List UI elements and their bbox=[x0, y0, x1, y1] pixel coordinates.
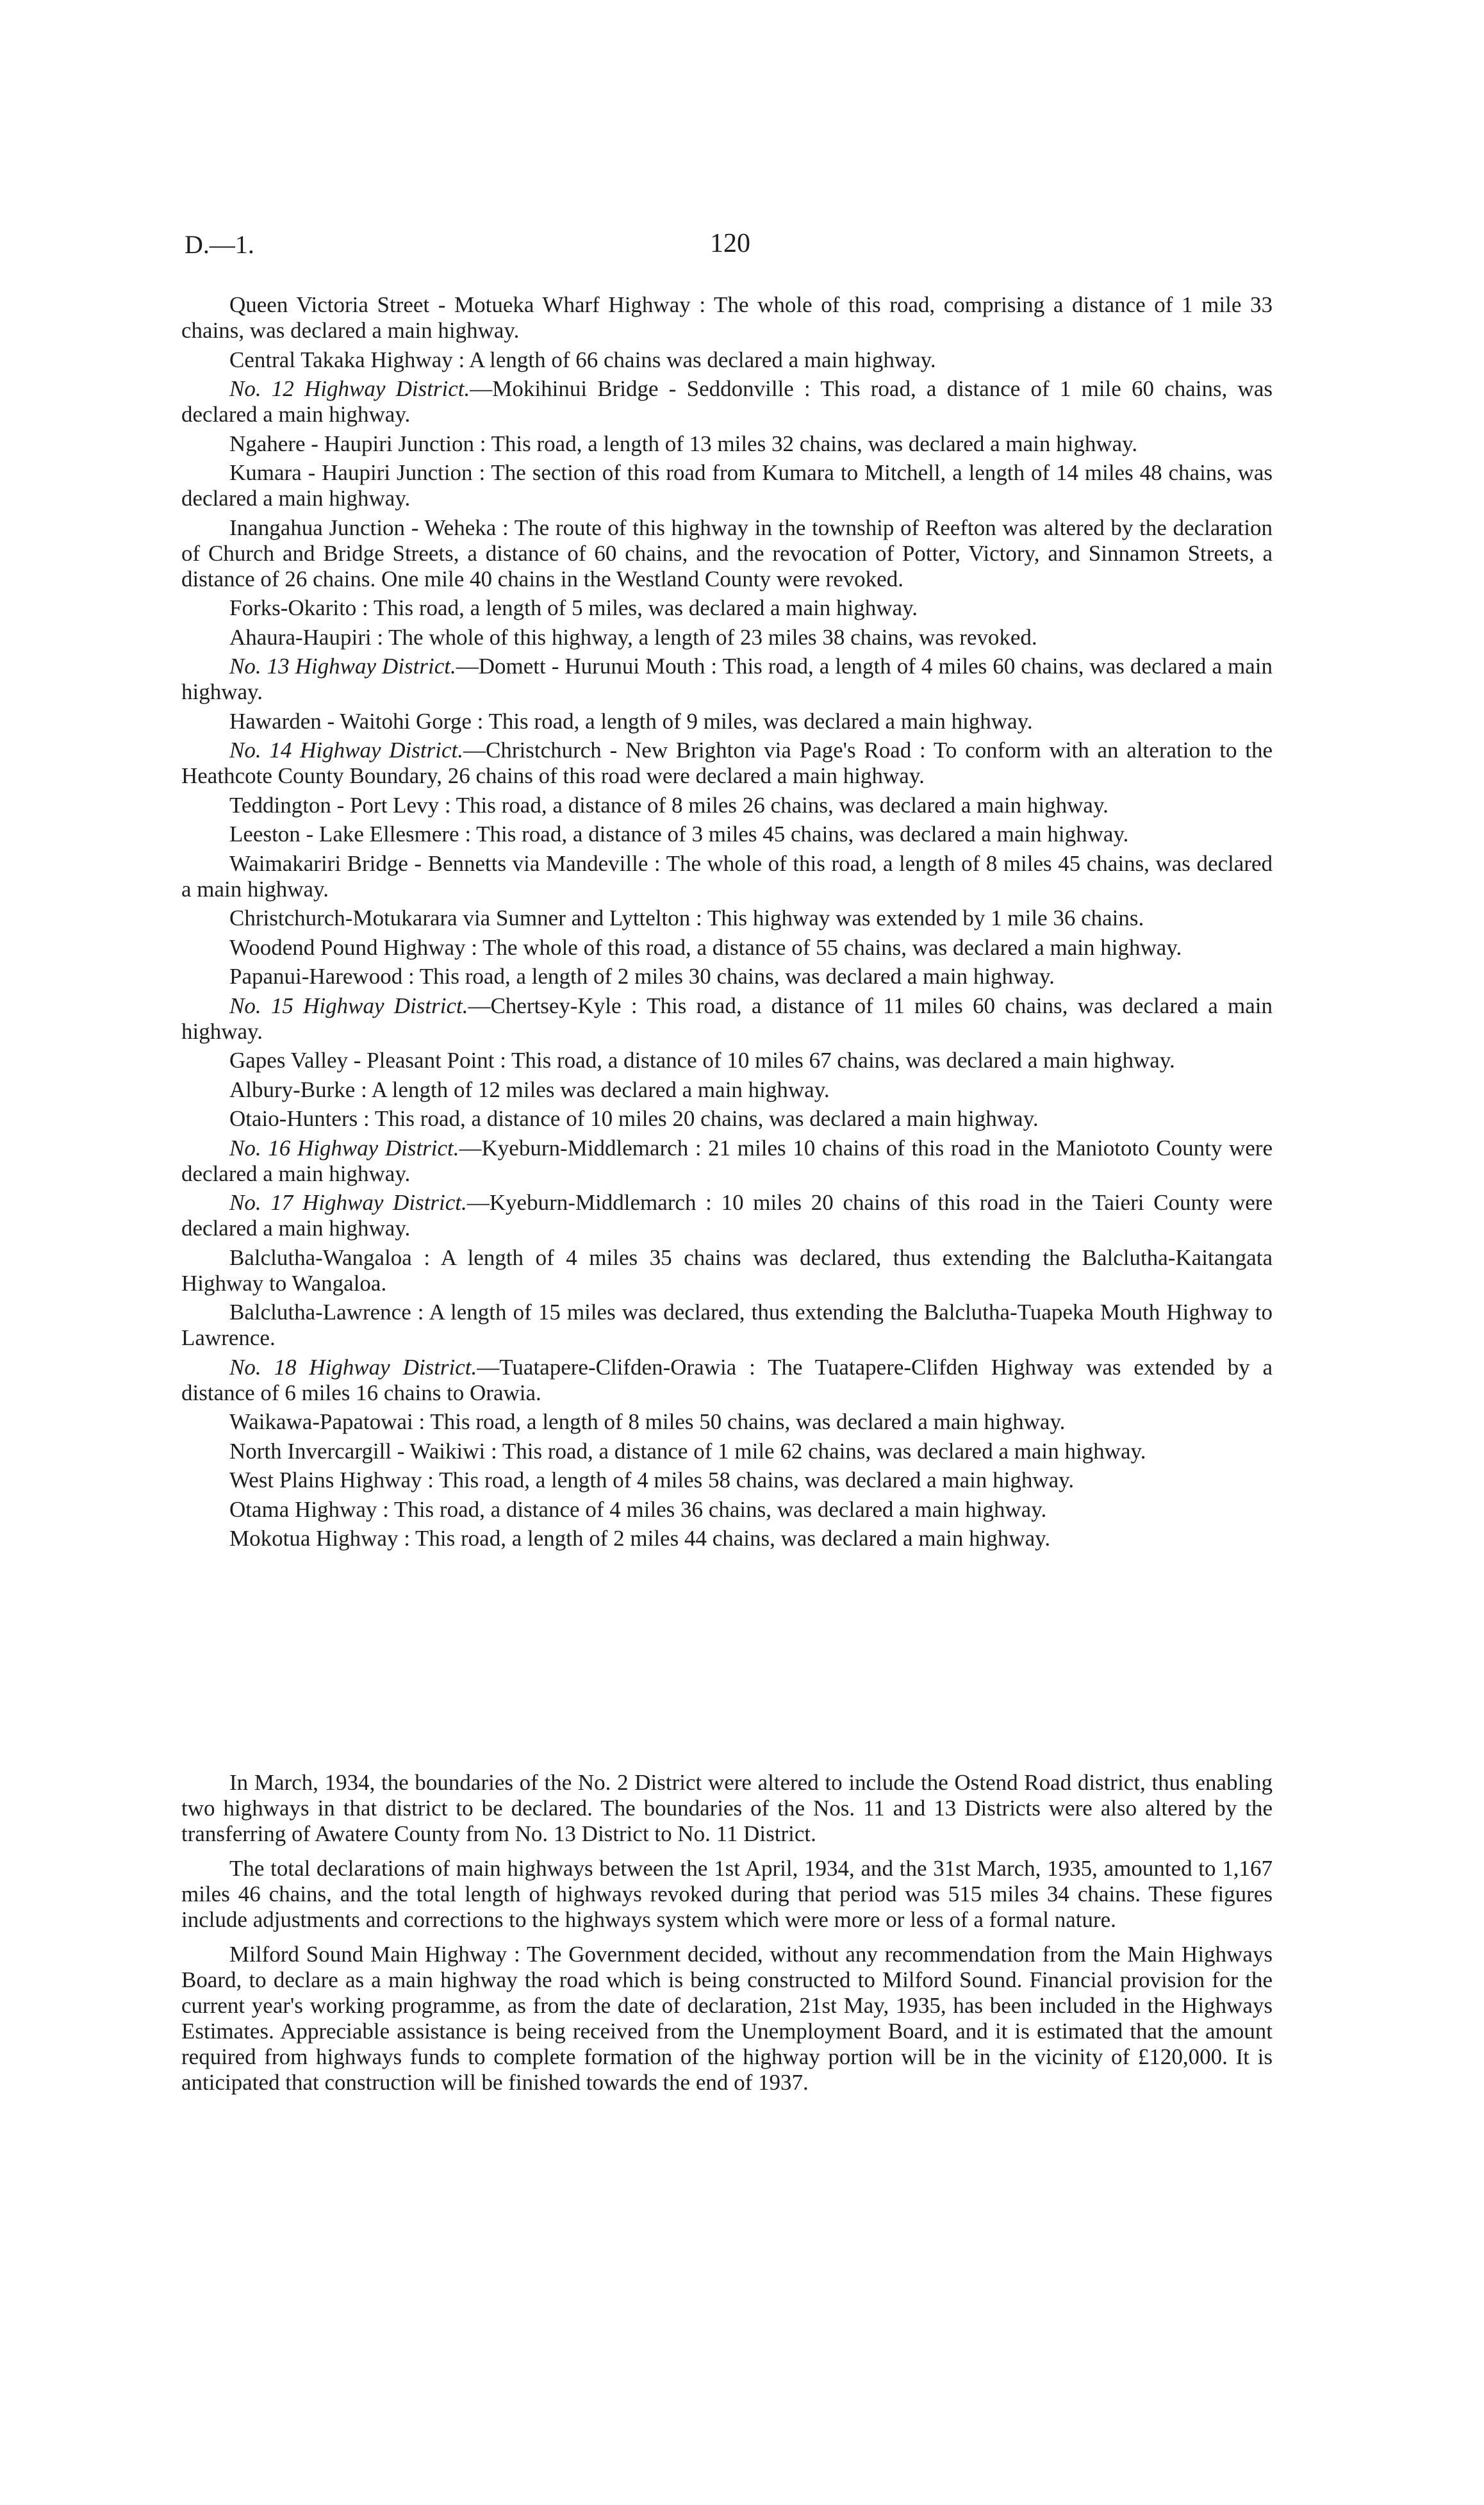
entry: Queen Victoria Street - Motueka Wharf Highway : The whole of this road, comprising a distance of 1 mile 33 chains, was declared a main highway. bbox=[181, 292, 1273, 343]
entry: Ngahere - Haupiri Junction : This road, a length of 13 miles 32 chains, was declared a main highway. bbox=[229, 431, 1138, 456]
entry: West Plains Highway : This road, a length of 4 miles 58 chains, was declared a main highway. bbox=[229, 1467, 1075, 1492]
entry: Leeston - Lake Ellesmere : This road, a distance of 3 miles 45 chains, was declared a main highway. bbox=[229, 822, 1129, 847]
entry: Hawarden - Waitohi Gorge : This road, a length of 9 miles, was declared a main highway. bbox=[229, 708, 1033, 734]
entry: Central Takaka Highway : A length of 66 chains was declared a main highway. bbox=[229, 347, 936, 372]
entry: Balclutha-Lawrence : A length of 15 miles was declared, thus extending the Balclutha-Tuapeka Mouth Highway to Lawrence. bbox=[181, 1300, 1273, 1350]
entry: No. 18 Highway District.—Tuatapere-Clifden-Orawia : The Tuatapere-Clifden Highway was extended by a distance of 6 miles 16 chains to Orawia. bbox=[181, 1354, 1273, 1405]
entry: Papanui-Harewood : This road, a length of 2 miles 30 chains, was declared a main highway. bbox=[229, 964, 1055, 989]
entry: Kumara - Haupiri Junction : The section of this road from Kumara to Mitchell, a length of 14 miles 48 chains, was declared a main highway. bbox=[181, 460, 1273, 511]
entry: Christchurch-Motukarara via Sumner and Lyttelton : This highway was extended by 1 mile 36 chains. bbox=[229, 905, 1144, 930]
entry: No. 15 Highway District.—Chertsey-Kyle : This road, a distance of 11 miles 60 chains, was declared a main highway. bbox=[181, 993, 1273, 1044]
summary-paragraphs bbox=[181, 1770, 1273, 2104]
entry: Waimakariri Bridge - Bennetts via Mandeville : The whole of this road, a length of 8 miles 45 chains, was declared a main highway. bbox=[181, 850, 1273, 902]
entry: No. 13 Highway District.—Domett - Hurunui Mouth : This road, a length of 4 miles 60 chains, was declared a main highway. bbox=[181, 654, 1273, 704]
entry: No. 16 Highway District.—Kyeburn-Middlemarch : 21 miles 10 chains of this road in the Maniototo County were declared a main highway. bbox=[181, 1135, 1273, 1186]
entry: Ahaura-Haupiri : The whole of this highway, a length of 23 miles 38 chains, was revoked. bbox=[229, 624, 1037, 650]
entry: Otaio-Hunters : This road, a distance of 10 miles 20 chains, was declared a main highway. bbox=[229, 1106, 1039, 1131]
entry: Albury-Burke : A length of 12 miles was declared a main highway. bbox=[229, 1077, 830, 1102]
paragraph: Milford Sound Main Highway : The Government decided, without any recommendation from the Main Highways Board, to declare as a main highway the road which is being constructed to Milford Sound. Financial provision for the current year's working programme, as from the date of declaration, 21st May, 1935, has been included in the Highways Estimates. Appreciable assistance is being received from the Unemployment Board, and it is estimated that the amount required from highways funds to complete formation of the highway portion will be in the vicinity of £120,000. It is anticipated that construction will be finished towards the end of 1937. bbox=[181, 1942, 1273, 2095]
entry: Teddington - Port Levy : This road, a distance of 8 miles 26 chains, was declared a main highway. bbox=[229, 792, 1109, 818]
entry: Gapes Valley - Pleasant Point : This road, a distance of 10 miles 67 chains, was declared a main highway. bbox=[229, 1048, 1175, 1073]
entry: No. 17 Highway District.—Kyeburn-Middlemarch : 10 miles 20 chains of this road in the Taieri County were declared a main highway. bbox=[181, 1190, 1273, 1241]
entry: Balclutha-Wangaloa : A length of 4 miles 35 chains was declared, thus extending the Balclutha-Kaitangata Highway to Wangaloa. bbox=[181, 1244, 1273, 1296]
entry: No. 12 Highway District.—Mokihinui Bridge - Seddonville : This road, a distance of 1 mile 60 chains, was declared a main highway. bbox=[181, 376, 1273, 427]
entry: Waikawa-Papatowai : This road, a length of 8 miles 50 chains, was declared a main highway. bbox=[229, 1409, 1066, 1434]
entry: North Invercargill - Waikiwi : This road, a distance of 1 mile 62 chains, was declared a main highway. bbox=[229, 1438, 1146, 1464]
entry: Mokotua Highway : This road, a length of 2 miles 44 chains, was declared a main highway. bbox=[229, 1526, 1051, 1551]
highway-entries bbox=[181, 292, 1273, 1555]
paragraph: The total declarations of main highways between the 1st April, 1934, and the 31st March, 1935, amounted to 1,167 miles 46 chains, and the total length of highways revoked during that period was 515 miles 34 chains. These figures include adjustments and corrections to the highways system which were more or less of a formal nature. bbox=[181, 1856, 1273, 1932]
entry: Inangahua Junction - Weheka : The route of this highway in the township of Reefton was altered by the declaration of Church and Bridge Streets, a distance of 60 chains, and the revocation of Potter, Victory, and Sinnamon Streets, a distance of 26 chains. One mile 40 chains in the Westland County were revoked. bbox=[181, 515, 1273, 591]
paragraph: In March, 1934, the boundaries of the No. 2 District were altered to include the Ostend Road district, thus enabling two highways in that district to be declared. The boundaries of the Nos. 11 and 13 Districts were also altered by the transferring of Awatere County from No. 13 District to No. 11 District. bbox=[181, 1770, 1273, 1846]
document-code: D.—1. bbox=[185, 230, 254, 259]
entry: No. 14 Highway District.—Christchurch - New Brighton via Page's Road : To conform with an alteration to the Heathcote County Boundary, 26 chains of this road were declared a main highway. bbox=[181, 738, 1273, 788]
entry: Woodend Pound Highway : The whole of this road, a distance of 55 chains, was declared a main highway. bbox=[229, 934, 1182, 960]
page-number: 120 bbox=[710, 229, 750, 258]
entry: Forks-Okarito : This road, a length of 5 miles, was declared a main highway. bbox=[229, 595, 918, 620]
entry: Otama Highway : This road, a distance of 4 miles 36 chains, was declared a main highway. bbox=[229, 1496, 1047, 1522]
